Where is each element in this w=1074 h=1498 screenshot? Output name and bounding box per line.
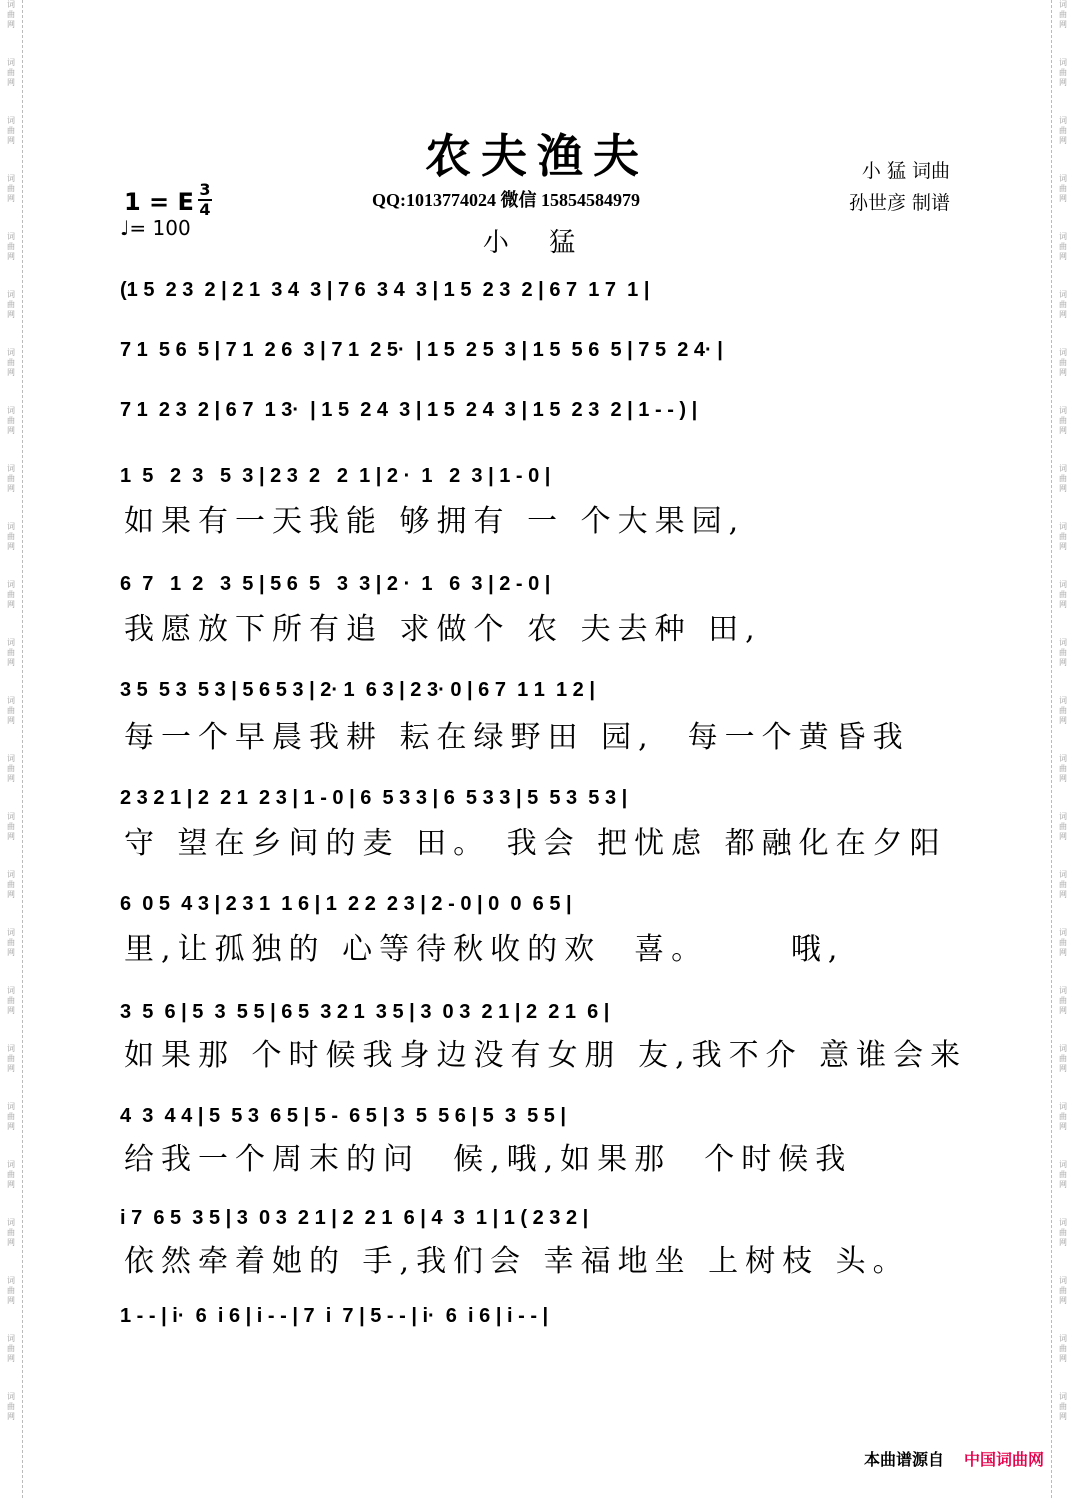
watermark-text: 词 曲 网: [1059, 1276, 1067, 1305]
watermark-text: 词 曲 网: [7, 638, 15, 667]
time-signature-bottom: 4: [199, 200, 211, 219]
watermark-text: 词 曲 网: [1059, 812, 1067, 841]
watermark-text: 词 曲 网: [1059, 116, 1067, 145]
watermark-text: 词 曲 网: [1059, 928, 1067, 957]
watermark-text: 词 曲 网: [1059, 870, 1067, 899]
time-signature: [198, 182, 212, 218]
notation-row: 3 5 6 | 5 3 5 5 | 6 5 3 2 1 3 5 | 3 0 3 2 1 | 2 2 1 6 |: [120, 1000, 610, 1023]
watermark-text: 词 曲 网: [7, 0, 15, 29]
watermark-text: 词 曲 网: [7, 464, 15, 493]
watermark-text: 词 曲 网: [7, 1334, 15, 1363]
watermark-text: 词 曲 网: [7, 348, 15, 377]
notation-row: 6 0 5 4 3 | 2 3 1 1 6 | 1 2 2 2 3 | 2 - 0 | 0 0 6 5 |: [120, 892, 572, 915]
watermark-text: 词 曲 网: [7, 928, 15, 957]
notation-row: 7 1 5 6 5 | 7 1 2 6 3 | 7 1 2 5· | 1 5 2 5 3 | 1 5 5 6 5 | 7 5 2 4· |: [120, 338, 723, 361]
lyric-line: 里,让孤独的 心等待秋收的欢 喜。 哦,: [124, 932, 845, 967]
watermark-text: 词 曲 网: [7, 1218, 15, 1247]
contact-info: QQ:1013774024 微信 15854584979: [372, 190, 640, 210]
watermark-text: 词 曲 网: [1059, 986, 1067, 1015]
notation-row: i 7 6 5 3 5 | 3 0 3 2 1 | 2 2 1 6 | 4 3 1 | 1 ( 2 3 2 |: [120, 1206, 589, 1229]
source-credit: [864, 1447, 1044, 1470]
watermark-text: 词 曲 网: [7, 522, 15, 551]
watermark-text: 词 曲 网: [1059, 522, 1067, 551]
watermark-text: 词 曲 网: [1059, 406, 1067, 435]
watermark-text: 词 曲 网: [1059, 1044, 1067, 1073]
notation-row: 2 3 2 1 | 2 2 1 2 3 | 1 - 0 | 6 5 3 3 | 6 5 3 3 | 5 5 3 5 3 |: [120, 786, 628, 809]
lyric-line: 守 望在乡间的麦 田。 我会 把忧虑 都融化在夕阳: [124, 826, 947, 861]
watermark-text: 词 曲 网: [1059, 1392, 1067, 1421]
watermark-text: 词 曲 网: [1059, 1334, 1067, 1363]
watermark-text: 词 曲 网: [1059, 696, 1067, 725]
watermark-text: 词 曲 网: [7, 290, 15, 319]
watermark-text: 词 曲 网: [7, 174, 15, 203]
lyric-line: 给我一个周末的问 候,哦,如果那 个时候我: [124, 1142, 853, 1177]
lyrics-credit: 小 猛 词曲: [861, 160, 950, 182]
score-credit: 孙世彦 制谱: [848, 192, 950, 214]
watermark-text: 词 曲 网: [1059, 580, 1067, 609]
lyric-line: 如果有一天我能 够拥有 一 个大果园,: [124, 504, 746, 539]
watermark-text: 词 曲 网: [7, 812, 15, 841]
watermark-text: 词 曲 网: [1059, 638, 1067, 667]
watermark-text: 词 曲 网: [7, 116, 15, 145]
song-title: 农夫渔夫: [425, 129, 649, 183]
watermark-text: 词 曲 网: [1059, 1218, 1067, 1247]
watermark-text: 词 曲 网: [1059, 754, 1067, 783]
watermark-text: 词 曲 网: [1059, 174, 1067, 203]
source-brand: 中国词曲网: [963, 1450, 1044, 1469]
watermark-text: 词 曲 网: [1059, 1160, 1067, 1189]
notation-row: 6 7 1 2 3 5 | 5 6 5 3 3 | 2 · 1 6 3 | 2 - 0 |: [120, 572, 551, 595]
watermark-text: 词 曲 网: [1059, 348, 1067, 377]
singer-name: 小 猛: [482, 228, 592, 258]
watermark-text: 词 曲 网: [1059, 1102, 1067, 1131]
source-label: 本曲谱源自: [863, 1450, 944, 1469]
lyric-line: 我愿放下所有追 求做个 农 夫去种 田,: [124, 612, 762, 647]
notation-row: 1 - - | i· 6 i 6 | i - - | 7 i 7 | 5 - - | i· 6 i 6 | i - - |: [120, 1304, 549, 1327]
watermark-text: 词 曲 网: [1059, 58, 1067, 87]
watermark-text: 词 曲 网: [7, 1276, 15, 1305]
watermark-text: 词 曲 网: [7, 1160, 15, 1189]
watermark-text: 词 曲 网: [7, 232, 15, 261]
lyric-line: 依然牵着她的 手,我们会 幸福地坐 上树枝 头。: [124, 1244, 910, 1279]
notation-row: 3 5 5 3 5 3 | 5 6 5 3 | 2· 1 6 3 | 2 3· 0 | 6 7 1 1 1 2 |: [120, 678, 595, 701]
notation-row: 7 1 2 3 2 | 6 7 1 3· | 1 5 2 4 3 | 1 5 2 4 3 | 1 5 2 3 2 | 1 - - ) |: [120, 398, 698, 421]
notation-row: 1 5 2 3 5 3 | 2 3 2 2 1 | 2 · 1 2 3 | 1 - 0 |: [120, 464, 551, 487]
watermark-text: 词 曲 网: [1059, 464, 1067, 493]
watermark-text: 词 曲 网: [7, 986, 15, 1015]
watermark-text: 词 曲 网: [7, 870, 15, 899]
key-signature: 1 = E: [124, 188, 194, 216]
notation-row: (1 5 2 3 2 | 2 1 3 4 3 | 7 6 3 4 3 | 1 5 2 3 2 | 6 7 1 7 1 |: [120, 278, 650, 301]
watermark-text: 词 曲 网: [1059, 232, 1067, 261]
watermark-text: 词 曲 网: [7, 58, 15, 87]
watermark-text: 词 曲 网: [7, 406, 15, 435]
watermark-text: 词 曲 网: [7, 580, 15, 609]
lyric-line: 每一个早晨我耕 耘在绿野田 园, 每一个黄昏我: [124, 720, 910, 755]
watermark-text: 词 曲 网: [7, 1392, 15, 1421]
watermark-text: 词 曲 网: [7, 1102, 15, 1131]
notation-row: 4 3 4 4 | 5 5 3 6 5 | 5 - 6 5 | 3 5 5 6 | 5 3 5 5 |: [120, 1104, 567, 1127]
time-signature-top: 3: [199, 180, 211, 199]
lyric-line: 如果那 个时候我身边没有女朋 友,我不介 意谁会来: [124, 1038, 968, 1073]
watermark-text: 词 曲 网: [7, 754, 15, 783]
watermark-text: 词 曲 网: [1059, 290, 1067, 319]
tempo-marking: ♩= 100: [120, 216, 191, 240]
watermark-text: 词 曲 网: [7, 1044, 15, 1073]
watermark-text: 词 曲 网: [1059, 0, 1067, 29]
watermark-text: 词 曲 网: [7, 696, 15, 725]
